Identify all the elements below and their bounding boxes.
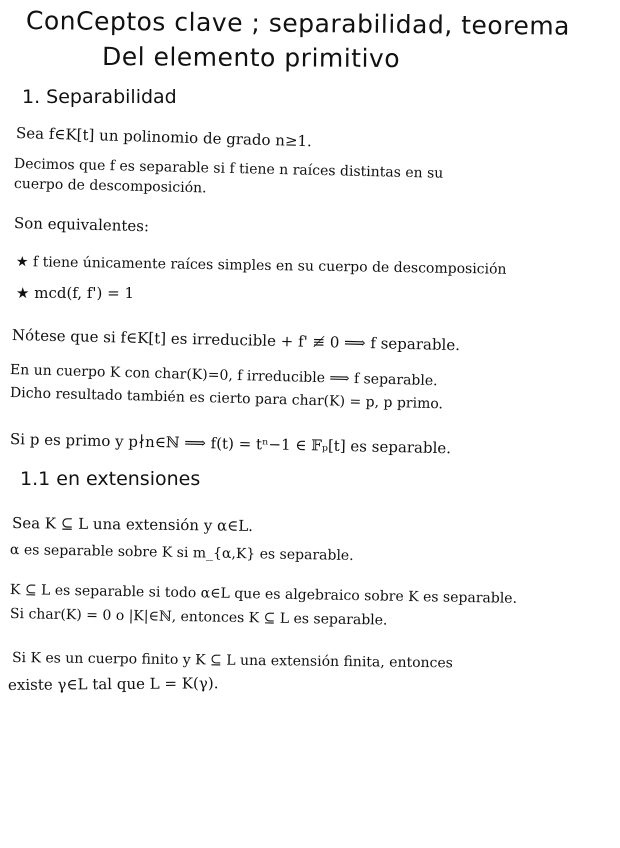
list-item: ★ f tiene únicamente raíces simples en su cuerpo de descomposición [15,254,507,278]
note-line: K ⊆ L es separable si todo α∈L que es algebraico sobre K es separable. [9,582,518,607]
title-line-2: Del elemento primitivo [101,42,401,74]
note-line: existe γ∈L tal que L = K(γ). [7,674,219,694]
note-line: cuerpo de descomposición. [13,176,207,197]
note-line: Son equivalentes: [13,214,150,236]
note-line: Si char(K) = 0 o |K|∈ℕ, entonces K ⊆ L es separable. [9,606,388,629]
note-line: Si K es un cuerpo finito y K ⊆ L una extensión finita, entonces [11,650,454,672]
note-line: Nótese que si f∈K[t] es irreducible + f' ≢ 0 ⟹ f separable. [11,326,461,355]
list-item: ★ mcd(f, f') = 1 [16,284,135,302]
note-line: Sea K ⊆ L una extensión y α∈L. [11,514,254,535]
note-line: Dicho resultado también es cierto para char(K) = p, p primo. [9,385,444,413]
note-line: Decimos que f es separable si f tiene n raíces distintas en su [13,156,444,182]
note-line: Sea f∈K[t] un polinomio de grado n≥1. [15,124,313,151]
note-line: α es separable sobre K si m_{α,K} es separable. [9,542,354,564]
note-line: Si p es primo y p∤n∈ℕ ⟹ f(t) = tⁿ−1 ∈ 𝔽ₚ[t] es separable. [9,430,452,458]
section-heading-1: 1. Separabilidad [22,86,177,108]
section-heading-1-1: 1.1 en extensiones [20,468,201,490]
title-line-1: ConCeptos clave ; separabilidad, teorema [25,6,571,41]
note-line: En un cuerpo K con char(K)=0, f irreducible ⟹ f separable. [9,362,438,390]
